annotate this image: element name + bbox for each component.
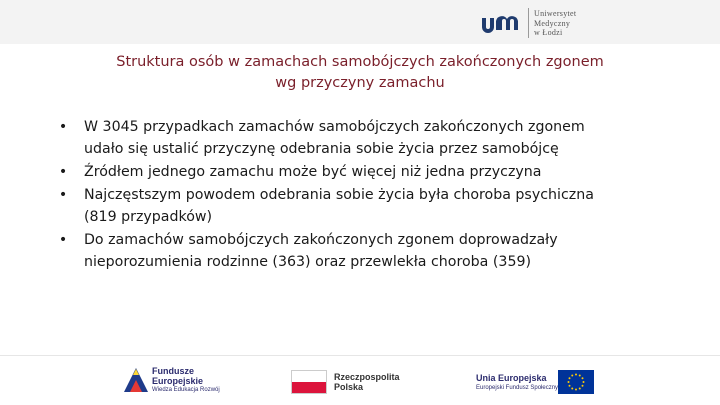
eu-star <box>582 385 584 387</box>
eu-star <box>568 381 570 383</box>
fundusze-europejskie-text: Fundusze Europejskie <box>152 366 204 386</box>
university-logo-text: Uniwersytet Medyczny w Łodzi <box>534 9 577 37</box>
eu-star <box>583 381 585 383</box>
slide-title <box>40 52 680 94</box>
eu-star <box>575 389 577 391</box>
eu-star <box>571 388 573 390</box>
footer-divider <box>0 355 720 356</box>
bullet-dot: • <box>58 119 68 135</box>
slide-title-line-1: Struktura osób w zamachach samobójczych zakończonych zgonem <box>116 54 604 70</box>
eu-star <box>582 377 584 379</box>
slide-title-line-2: wg przyczyny zamachu <box>275 75 445 91</box>
bullet-item: • Do zamachów samobójczych zakończonych zgonem doprowadzały nieporozumienia rodzinne (363) oraz przewlekła choroba (359) <box>56 229 676 273</box>
eu-star <box>579 375 581 377</box>
bullet-list <box>56 116 676 274</box>
unia-europejska-text: Unia Europejska Europejski Fundusz Społeczny <box>476 373 559 391</box>
bullet-dot: • <box>58 164 68 180</box>
eu-flag-icon <box>558 370 594 394</box>
eu-star <box>569 385 571 387</box>
poland-flag-icon <box>291 370 327 394</box>
bullet-item: • W 3045 przypadkach zamachów samobójczych zakończonych zgonem udało się ustalić przyczynę odebrania sobie życia przez samobójcę <box>56 116 676 160</box>
bullet-item: • Najczęstszym powodem odebrania sobie życia była choroba psychiczna (819 przypadków) <box>56 184 676 228</box>
fundusze-europejskie-logo-icon <box>122 364 150 394</box>
eu-star <box>579 388 581 390</box>
university-logo-icon <box>480 12 520 36</box>
rzeczpospolita-polska-text: Rzeczpospolita Polska <box>334 372 400 392</box>
bullet-item: • Źródłem jednego zamachu może być więcej niż jedna przyczyna <box>56 161 676 183</box>
eu-star <box>575 374 577 376</box>
header-band <box>0 0 720 44</box>
fundusze-europejskie-subtitle: Wiedza Edukacja Rozwój <box>152 387 220 393</box>
eu-star <box>571 375 573 377</box>
eu-star <box>569 377 571 379</box>
logo-separator <box>528 8 529 38</box>
bullet-dot: • <box>58 187 68 203</box>
bullet-dot: • <box>58 232 68 248</box>
